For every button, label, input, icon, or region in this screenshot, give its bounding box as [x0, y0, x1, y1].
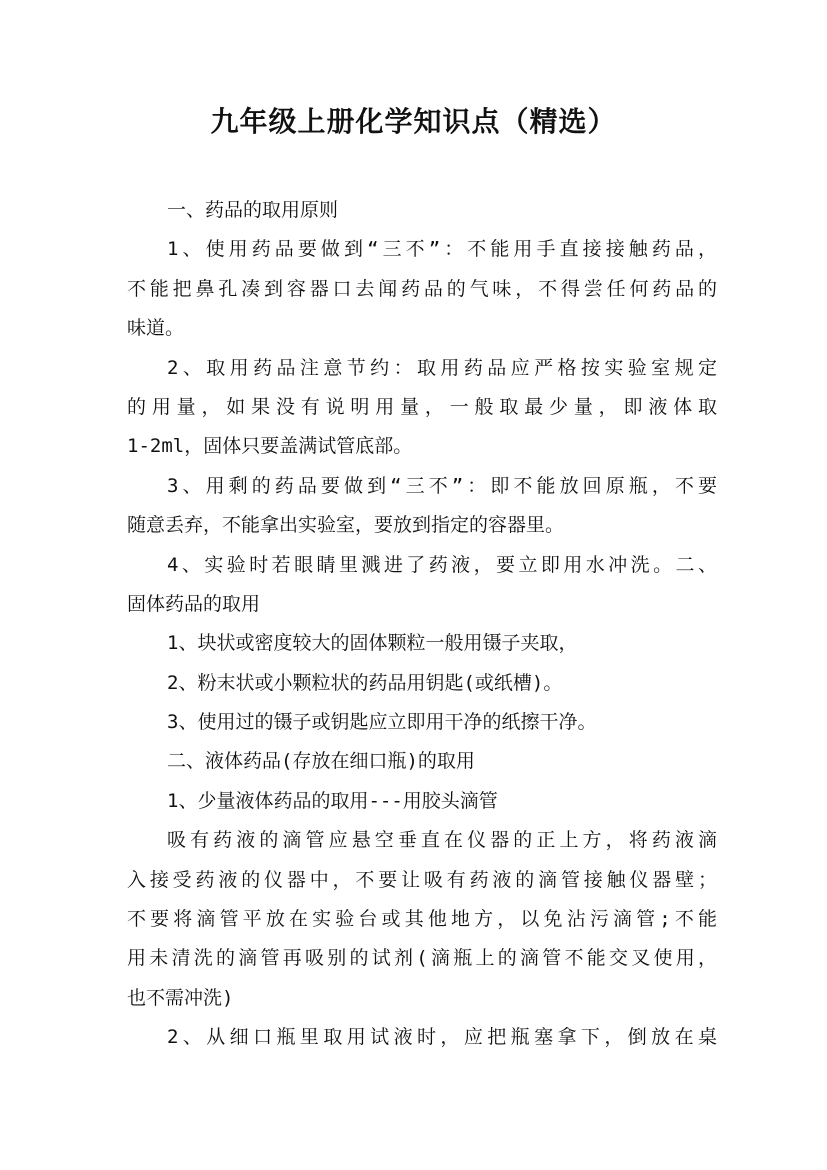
body-line: 1、块状或密度较大的固体颗粒一般用镊子夹取， [167, 632, 578, 655]
body-line: 1-2ml，固体只要盖满试管底部。 [127, 435, 413, 458]
document-title: 九年级上册化学知识点（精选） [210, 105, 617, 138]
body-line: 用未清洗的滴管再吸别的试剂(滴瓶上的滴管不能交叉使用， [127, 947, 717, 970]
body-line: 2、从细口瓶里取用试液时，应把瓶塞拿下，倒放在桌 [167, 1026, 717, 1049]
body-line: 2、粉末状或小颗粒状的药品用钥匙(或纸槽)。 [167, 671, 563, 694]
body-line: 不要将滴管平放在实验台或其他地方，以免沾污滴管;不能 [127, 908, 717, 931]
body-line: 2、取用药品注意节约：取用药品应严格按实验室规定 [167, 356, 717, 379]
body-line: 二、液体药品(存放在细口瓶)的取用 [167, 750, 475, 773]
document-body [127, 191, 717, 1058]
body-line: 1、少量液体药品的取用---用胶头滴管 [167, 789, 498, 812]
body-line: 3、使用过的镊子或钥匙应立即用干净的纸擦干净。 [167, 711, 597, 734]
body-line: 吸有药液的滴管应悬空垂直在仪器的正上方，将药液滴 [167, 829, 717, 852]
body-line: 入接受药液的仪器中，不要让吸有药液的滴管接触仪器壁； [127, 868, 717, 891]
body-line: 也不需冲洗) [127, 986, 234, 1009]
body-line: 的用量，如果没有说明用量，一般取最少量，即液体取 [127, 395, 717, 418]
body-line: 3、用剩的药品要做到“三不”：即不能放回原瓶，不要 [167, 474, 717, 497]
body-line: 一、药品的取用原则 [167, 199, 339, 221]
body-line: 4、实验时若眼睛里溅进了药液，要立即用水冲洗。二、 [167, 553, 717, 576]
body-line: 味道。 [127, 317, 185, 340]
body-line: 随意丢弃，不能拿出实验室，要放到指定的容器里。 [127, 514, 565, 537]
body-line: 不能把鼻孔凑到容器口去闻药品的气味，不得尝任何药品的 [127, 277, 717, 300]
body-line: 1、使用药品要做到“三不”：不能用手直接接触药品， [167, 238, 717, 261]
body-line: 固体药品的取用 [127, 592, 261, 615]
